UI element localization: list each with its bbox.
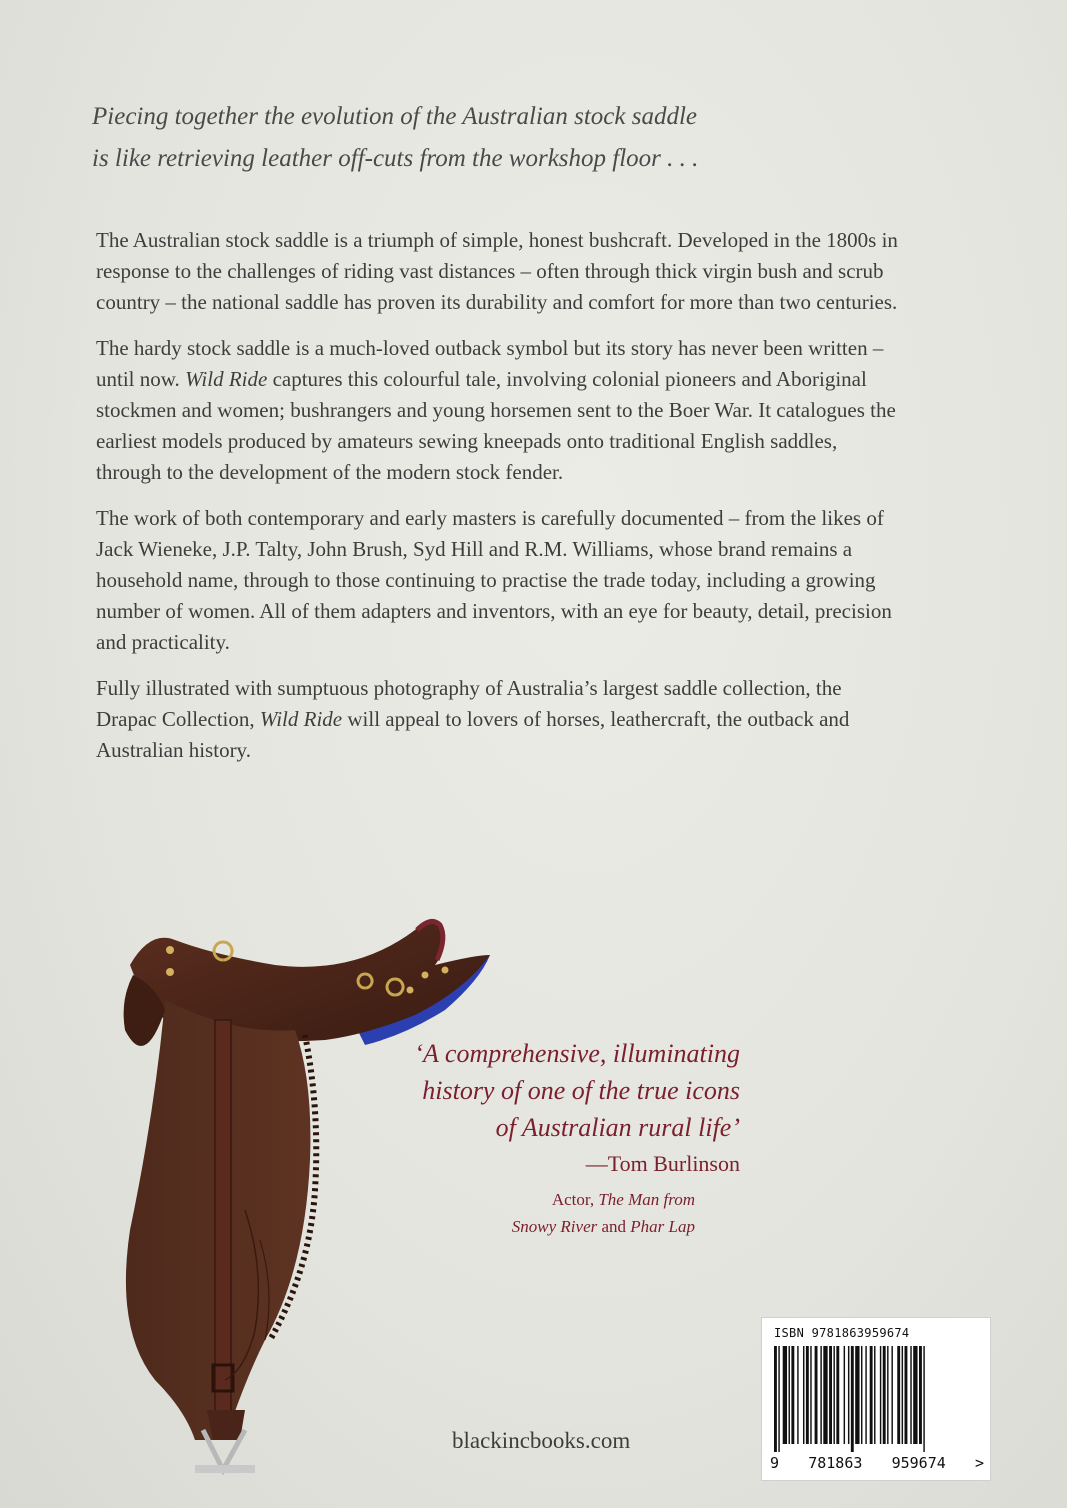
film-title-2: Phar Lap [630, 1217, 695, 1236]
barcode-bar [851, 1346, 854, 1452]
barcode-bar [905, 1346, 908, 1444]
barcode-bar [810, 1346, 811, 1444]
barcode-bar [791, 1346, 794, 1444]
role-prefix: Actor, [551, 1190, 599, 1209]
book-title-ref: Wild Ride [259, 706, 343, 731]
barcode-bar [774, 1346, 777, 1452]
testimonial-author: —Tom Burlinson [585, 1151, 740, 1176]
blurb [96, 225, 906, 780]
barcode-icon [774, 1346, 978, 1452]
barcode-bar [913, 1346, 917, 1444]
barcode-bar [806, 1346, 809, 1444]
role-and: and [597, 1217, 631, 1236]
barcode-bar [836, 1346, 839, 1444]
tagline-line-2: is like retrieving leather off-cuts from the workshop floor . . . [92, 145, 699, 172]
tagline [92, 96, 872, 180]
blurb-p4-text-b: will appeal to lovers of horses, leathercraft, the outback and Australian history. [96, 706, 850, 763]
barcode-bar [789, 1346, 790, 1444]
barcode-bar [880, 1346, 881, 1444]
blurb-paragraph-4 [96, 673, 906, 767]
barcode-bar [861, 1346, 862, 1444]
barcode-bar [910, 1346, 911, 1444]
barcode-bar [778, 1346, 779, 1452]
film-title-1: The Man from [598, 1190, 695, 1209]
barcode-bar [887, 1346, 888, 1444]
quote-line-2: history of one of the true icons [422, 1076, 740, 1105]
isbn-digit-group-1: 781863 [808, 1454, 863, 1472]
quote-line-1: ‘A comprehensive, illuminating [414, 1039, 740, 1068]
testimonial-role [380, 1186, 740, 1240]
barcode-bar [815, 1346, 818, 1444]
film-title-1b: Snowy River [511, 1217, 598, 1236]
isbn-digit-end: > [974, 1454, 984, 1472]
barcode-bar [820, 1346, 821, 1444]
barcode-bar [919, 1346, 922, 1444]
blurb-p2-text-a: The hardy stock saddle is a much-loved outback symbol but its story has never been written – until now. [96, 335, 884, 391]
barcode-bar [855, 1346, 859, 1444]
blurb-paragraph-3: The work of both contemporary and early masters is carefully documented – from the likes of Jack Wieneke, J.P. Talty, John Brush, Syd Hill and R.M. Williams, whose brand remains a household name, through to those continuing to practise the trade today, including a growing number of women. All of them adapters and inventors, with an eye for beauty, detail, precision and practicality. [96, 505, 892, 655]
barcode-bar [829, 1346, 832, 1444]
isbn-label: ISBN 9781863959674 [774, 1326, 910, 1340]
isbn-digit-group-2: 959674 [891, 1454, 946, 1472]
quote-line-3: of Australian rural life’ [495, 1113, 740, 1142]
blurb-paragraph-2 [96, 333, 906, 489]
testimonial-quote [380, 1035, 740, 1146]
testimonial [380, 1035, 740, 1240]
barcode-bar [883, 1346, 886, 1444]
barcode-bar [874, 1346, 875, 1444]
blurb-paragraph-1: The Australian stock saddle is a triumph of simple, honest bushcraft. Developed in the 1800s in response to the challenges of riding vast distances – often through thick virgin bush and scrub country – the national saddle has proven its durability and comfort for more than two centuries. [96, 228, 898, 315]
barcode-bar [783, 1346, 787, 1444]
barcode-bar [833, 1346, 834, 1444]
tagline-line-1: Piecing together the evolution of the Australian stock saddle [92, 103, 697, 130]
barcode-bar [848, 1346, 849, 1444]
publisher-website: blackincbooks.com [452, 1428, 631, 1453]
barcode-bar [803, 1346, 804, 1444]
barcode-bar [870, 1346, 873, 1444]
barcode-bar [902, 1346, 903, 1444]
isbn-barcode-box [762, 1318, 990, 1480]
barcode-bar [865, 1346, 866, 1444]
barcode-bar [891, 1346, 892, 1444]
barcode-bar [823, 1346, 827, 1444]
barcode-bar [897, 1346, 900, 1444]
isbn-digits [770, 1454, 984, 1472]
blurb-p4-text-a: Fully illustrated with sumptuous photography of Australia’s largest saddle collection, the Drapac Collection, [96, 675, 842, 731]
barcode-bar [923, 1346, 924, 1452]
isbn-digit-first: 9 [770, 1454, 780, 1472]
barcode-bar [844, 1346, 845, 1444]
blurb-p2-text-b: captures this colourful tale, involving colonial pioneers and Aboriginal stockmen and women; bushrangers and young horsemen sent to the Boer War. It catalogues the earliest models produced by amateurs sewing kneepads onto traditional English saddles, through to the development of the modern stock fender. [96, 366, 896, 485]
barcode-bar [797, 1346, 798, 1444]
book-title-ref: Wild Ride [185, 366, 268, 391]
